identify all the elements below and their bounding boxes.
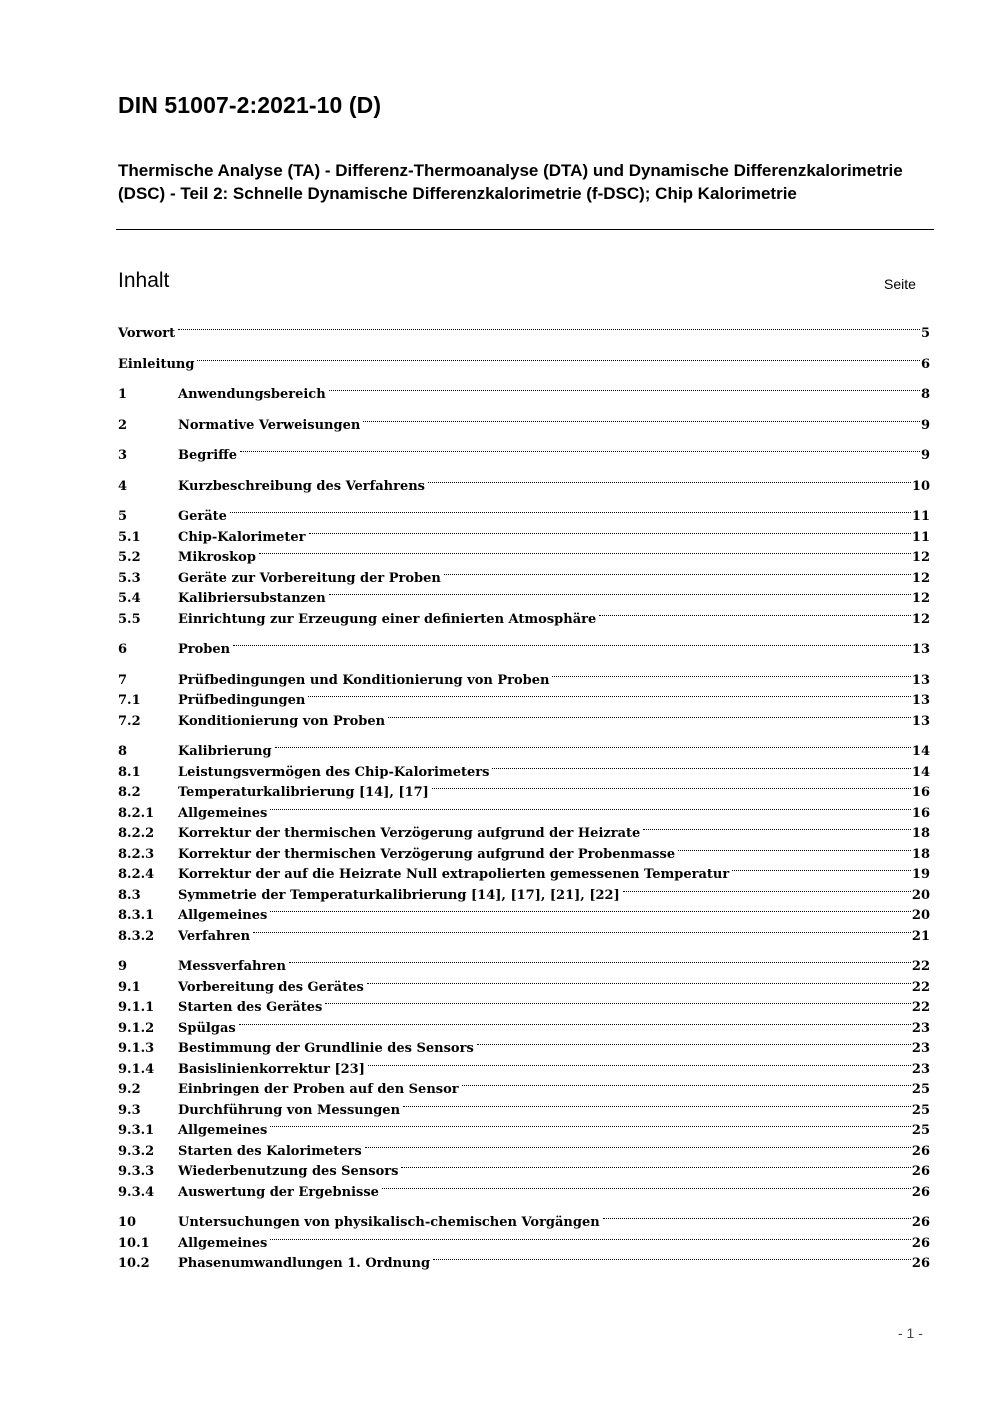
toc-entry-page: 13 — [911, 672, 930, 688]
toc-leader-dots — [363, 411, 920, 422]
toc-leader-dots — [678, 840, 911, 851]
toc-entry-page: 12 — [911, 591, 930, 606]
toc-leader-dots — [308, 686, 911, 697]
toc-entry-page: 9 — [920, 417, 930, 433]
toc-leader-dots — [401, 1157, 910, 1168]
toc-entry-page: 22 — [911, 979, 930, 995]
toc-entry-page: 13 — [911, 693, 930, 708]
toc-entry-page: 13 — [911, 713, 930, 729]
toc-leader-dots — [444, 564, 911, 575]
toc-entry-title: Konditionierung von Proben — [178, 713, 386, 729]
toc-entry-title: Leistungsvermögen des Chip-Kalorimeters — [178, 764, 490, 780]
toc-entry[interactable] — [118, 1254, 930, 1275]
toc-entry-title: Mikroskop — [178, 550, 256, 565]
toc-entry-title: Prüfbedingungen — [178, 693, 306, 708]
toc-entry-page: 6 — [920, 356, 930, 372]
toc-entry-number: 8 — [118, 744, 128, 759]
toc-entry-page: 9 — [920, 448, 930, 463]
toc-entry-page: 26 — [911, 1164, 930, 1179]
toc-entry-page: 22 — [911, 959, 930, 974]
toc-leader-dots — [428, 472, 911, 483]
toc-entry-title: Allgemeines — [178, 908, 268, 923]
toc-heading: Inhalt — [118, 269, 170, 292]
toc-entry-page: 20 — [911, 887, 930, 903]
toc-entry-number: 9.3.4 — [118, 1184, 155, 1200]
toc-entry-title: Temperaturkalibrierung [14], [17] — [178, 785, 429, 800]
toc-leader-dots — [275, 737, 911, 748]
toc-entry-title: Chip-Kalorimeter — [178, 529, 306, 545]
toc-entry[interactable] — [118, 712, 930, 733]
toc-entry-title: Spülgas — [178, 1020, 236, 1036]
toc-entry-title: Durchführung von Messungen — [178, 1102, 401, 1118]
toc-leader-dots — [368, 1055, 911, 1066]
toc-entry-title: Vorwort — [118, 326, 176, 341]
document-id: DIN 51007-2:2021-10 (D) — [118, 92, 382, 118]
toc-entry-page: 16 — [911, 785, 930, 800]
toc-entry-number: 10 — [118, 1215, 137, 1230]
toc-entry-title: Proben — [178, 642, 231, 657]
toc-entry-title: Auswertung der Ergebnisse — [178, 1184, 379, 1200]
toc-entry-page: 23 — [911, 1061, 930, 1077]
toc-leader-dots — [432, 778, 911, 789]
toc-entry-title: Kurzbeschreibung des Verfahrens — [178, 478, 425, 494]
toc-leader-dots — [253, 922, 911, 933]
toc-entry-title: Korrektur der thermischen Verzögerung aufgrund der Heizrate — [178, 826, 641, 841]
toc-entry-page: 14 — [911, 764, 930, 780]
toc-entry-title: Symmetrie der Temperaturkalibrierung [14], [17], [21], [22] — [178, 887, 620, 903]
toc-entry-number: 2 — [118, 417, 128, 433]
toc-entry-page: 12 — [911, 550, 930, 565]
toc-entry-page: 11 — [911, 529, 930, 545]
toc-entry-page: 5 — [920, 326, 930, 341]
toc-leader-dots — [492, 758, 910, 769]
toc-leader-dots — [230, 502, 911, 513]
toc-entry-number: 9.3.1 — [118, 1123, 155, 1138]
toc-leader-dots — [270, 1229, 911, 1240]
toc-leader-dots — [309, 523, 911, 534]
toc-entry-number: 5.1 — [118, 529, 141, 545]
toc-entry-title: Allgemeines — [178, 805, 268, 821]
toc-leader-dots — [259, 543, 911, 554]
toc-entry-title: Begriffe — [178, 448, 238, 463]
toc-entry-page: 22 — [911, 1000, 930, 1015]
toc-entry-page: 23 — [911, 1020, 930, 1036]
toc-entry-number: 9.1.1 — [118, 1000, 155, 1015]
toc-entry-title: Kalibriersubstanzen — [178, 591, 326, 606]
toc-entry-page: 18 — [911, 826, 930, 841]
toc-leader-dots — [289, 952, 911, 963]
toc-entry-number: 9.3.2 — [118, 1143, 155, 1159]
toc-entry-title: Einleitung — [118, 356, 195, 372]
toc-leader-dots — [643, 819, 911, 830]
toc-entry-title: Geräte — [178, 509, 227, 524]
toc-entry-number: 7.1 — [118, 693, 141, 708]
toc-entry-title: Normative Verweisungen — [178, 417, 361, 433]
toc-entry-number: 9 — [118, 959, 128, 974]
toc-leader-dots — [365, 1137, 911, 1148]
toc-entry[interactable] — [118, 927, 930, 948]
toc-entry-title: Verfahren — [178, 928, 251, 944]
toc-entry-number: 9.2 — [118, 1082, 141, 1097]
toc-entry-page: 12 — [911, 611, 930, 627]
toc-leader-dots — [239, 1014, 911, 1025]
toc-leader-dots — [433, 1249, 911, 1260]
toc-entry-title: Wiederbenutzung des Sensors — [178, 1164, 399, 1179]
toc-leader-dots — [623, 881, 911, 892]
toc-entry-page: 18 — [911, 846, 930, 862]
toc-leader-dots — [462, 1075, 911, 1086]
toc-entry-page: 26 — [911, 1256, 930, 1271]
toc-entry-number: 1 — [118, 387, 128, 402]
toc-entry[interactable] — [118, 477, 930, 498]
toc-entry-number: 5.3 — [118, 570, 141, 586]
toc-entry-page: 25 — [911, 1123, 930, 1138]
toc-entry-page: 26 — [911, 1215, 930, 1230]
toc-entry-number: 9.3.3 — [118, 1164, 155, 1179]
toc-entry-number: 7.2 — [118, 713, 141, 729]
toc-entry-number: 5.4 — [118, 591, 141, 606]
toc-entry-page: 13 — [911, 642, 930, 657]
toc-entry-number: 10.1 — [118, 1235, 150, 1251]
toc-entry-number: 10.2 — [118, 1256, 150, 1271]
toc-entry[interactable] — [118, 610, 930, 631]
toc-leader-dots — [382, 1178, 911, 1189]
toc-entry-number: 8.2.2 — [118, 826, 155, 841]
toc-leader-dots — [329, 380, 920, 391]
toc-leader-dots — [233, 635, 911, 646]
toc-entry-title: Basislinienkorrektur [23] — [178, 1061, 365, 1077]
toc-entry[interactable] — [118, 640, 930, 661]
toc-entry-title: Starten des Kalorimeters — [178, 1143, 362, 1159]
toc-entry-number: 3 — [118, 448, 128, 463]
toc-entry-number: 5.2 — [118, 550, 141, 565]
toc-entry-number: 8.3.2 — [118, 928, 155, 944]
toc-leader-dots — [403, 1096, 911, 1107]
toc-entry-number: 8.3.1 — [118, 908, 155, 923]
toc-leader-dots — [325, 993, 911, 1004]
toc-entry-number: 8.2 — [118, 785, 141, 800]
toc-entry-number: 8.1 — [118, 764, 141, 780]
page-column-label: Seite — [884, 276, 916, 292]
toc-leader-dots — [367, 973, 911, 984]
toc-leader-dots — [178, 319, 920, 330]
toc-entry-number: 9.3 — [118, 1102, 141, 1118]
toc-entry-number: 6 — [118, 642, 128, 657]
toc-entry-number: 8.3 — [118, 887, 141, 903]
toc-entry-title: Messverfahren — [178, 959, 287, 974]
toc-entry-page: 21 — [911, 928, 930, 944]
toc-leader-dots — [388, 707, 911, 718]
toc-leader-dots — [270, 901, 911, 912]
toc-entry-title: Kalibrierung — [178, 744, 272, 759]
toc-entry-number: 5.5 — [118, 611, 141, 627]
toc-entry[interactable] — [118, 385, 930, 406]
toc-entry-page: 12 — [911, 570, 930, 586]
title-divider — [116, 229, 934, 230]
toc-entry-title: Korrektur der auf die Heizrate Null extrapolierten gemessenen Temperatur — [178, 867, 730, 882]
toc-leader-dots — [329, 584, 911, 595]
toc-entry-number: 8.2.4 — [118, 867, 155, 882]
toc-leader-dots — [603, 1208, 911, 1219]
toc-leader-dots — [270, 1116, 911, 1127]
toc-entry-title: Bestimmung der Grundlinie des Sensors — [178, 1041, 474, 1056]
toc-entry-number: 8.2.3 — [118, 846, 155, 862]
toc-leader-dots — [599, 605, 911, 616]
toc-entry-number: 9.1.3 — [118, 1041, 155, 1056]
toc-leader-dots — [197, 350, 920, 361]
page-number: - 1 - — [898, 1325, 923, 1341]
toc-entry-title: Einrichtung zur Erzeugung einer definierten Atmosphäre — [178, 611, 597, 627]
toc-entry-number: 8.2.1 — [118, 805, 155, 821]
toc-leader-dots — [552, 666, 910, 677]
toc-entry-page: 23 — [911, 1041, 930, 1056]
toc-entry-page: 8 — [920, 387, 930, 402]
toc-leader-dots — [732, 860, 911, 871]
toc-entry-title: Einbringen der Proben auf den Sensor — [178, 1082, 459, 1097]
toc-entry-page: 25 — [911, 1082, 930, 1097]
toc-entry-page: 16 — [911, 805, 930, 821]
toc-entry-number: 5 — [118, 509, 128, 524]
document-title: Thermische Analyse (TA) - Differenz-Thermoanalyse (DTA) und Dynamische Differenzkalorimetrie (DSC) - Teil 2: Schnelle Dynamische Differenzkalorimetrie (f-DSC); Chip Kalorimetrie — [118, 161, 903, 203]
toc-leader-dots — [240, 441, 920, 452]
toc-entry[interactable] — [118, 355, 930, 376]
toc-leader-dots — [477, 1034, 911, 1045]
toc-entry-page: 10 — [911, 478, 930, 494]
toc-entry[interactable] — [118, 324, 930, 345]
toc-entry[interactable] — [118, 446, 930, 467]
toc-entry[interactable] — [118, 1183, 930, 1204]
toc-entry-page: 26 — [911, 1143, 930, 1159]
toc-entry-number: 7 — [118, 672, 128, 688]
toc-entry-number: 9.1 — [118, 979, 141, 995]
toc-leader-dots — [270, 799, 911, 810]
toc-entry-number: 9.1.4 — [118, 1061, 155, 1077]
toc-entry-title: Untersuchungen von physikalisch-chemischen Vorgängen — [178, 1215, 600, 1230]
toc-entry-title: Anwendungsbereich — [178, 387, 326, 402]
table-of-contents — [118, 324, 930, 1275]
toc-entry-title: Allgemeines — [178, 1123, 268, 1138]
toc-entry-title: Vorbereitung des Gerätes — [178, 979, 364, 995]
toc-entry-page: 25 — [911, 1102, 930, 1118]
toc-entry-title: Geräte zur Vorbereitung der Proben — [178, 570, 441, 586]
toc-entry-number: 9.1.2 — [118, 1020, 155, 1036]
toc-entry-page: 26 — [911, 1235, 930, 1251]
toc-entry-page: 19 — [911, 867, 930, 882]
toc-entry-page: 14 — [911, 744, 930, 759]
toc-entry[interactable] — [118, 416, 930, 437]
toc-entry-page: 26 — [911, 1184, 930, 1200]
toc-entry-number: 4 — [118, 478, 128, 494]
toc-entry-title: Starten des Gerätes — [178, 1000, 323, 1015]
toc-entry-page: 11 — [911, 509, 930, 524]
toc-entry-title: Phasenumwandlungen 1. Ordnung — [178, 1256, 431, 1271]
toc-entry-title: Allgemeines — [178, 1235, 268, 1251]
toc-entry-title: Korrektur der thermischen Verzögerung aufgrund der Probenmasse — [178, 846, 676, 862]
toc-entry-title: Prüfbedingungen und Konditionierung von Proben — [178, 672, 550, 688]
toc-entry-page: 20 — [911, 908, 930, 923]
